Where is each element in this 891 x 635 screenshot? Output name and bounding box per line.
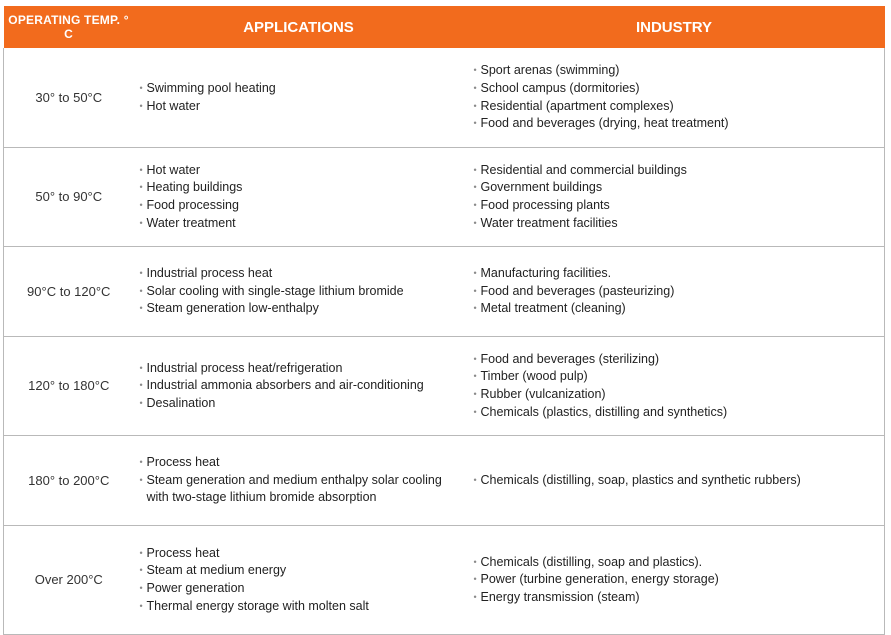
temp-cell: 50° to 90°C	[4, 148, 134, 247]
applications-cell	[134, 436, 464, 526]
table-row	[4, 337, 885, 436]
list-item: • Solar cooling with single-stage lithium bromide	[140, 283, 464, 301]
table-row	[4, 148, 885, 247]
header-applications: APPLICATIONS	[134, 6, 464, 48]
table-row	[4, 247, 885, 337]
list-item: • Food processing	[140, 197, 464, 215]
industry-list	[474, 472, 885, 490]
applications-list	[140, 360, 464, 413]
list-item: • Hot water	[140, 162, 464, 180]
temp-cell: 30° to 50°C	[4, 48, 134, 148]
list-item: • Sport arenas (swimming)	[474, 62, 885, 80]
industry-list	[474, 162, 885, 232]
temp-cell: 180° to 200°C	[4, 436, 134, 526]
list-item: • Water treatment facilities	[474, 215, 885, 233]
list-item: • School campus (dormitories)	[474, 80, 885, 98]
applications-cell	[134, 526, 464, 635]
applications-cell	[134, 247, 464, 337]
applications-cell	[134, 337, 464, 436]
list-item: • Steam at medium energy	[140, 562, 464, 580]
industry-cell	[464, 48, 885, 148]
industry-list	[474, 62, 885, 132]
list-item: • Process heat	[140, 454, 464, 472]
applications-cell	[134, 148, 464, 247]
industry-cell	[464, 148, 885, 247]
list-item: • Manufacturing facilities.	[474, 265, 885, 283]
list-item: • Power (turbine generation, energy storage)	[474, 571, 885, 589]
list-item: • Energy transmission (steam)	[474, 589, 885, 607]
list-item: • Rubber (vulcanization)	[474, 386, 885, 404]
applications-list	[140, 265, 464, 318]
industry-cell	[464, 436, 885, 526]
list-item: • Residential and commercial buildings	[474, 162, 885, 180]
list-item: • Food and beverages (pasteurizing)	[474, 283, 885, 301]
list-item: • Swimming pool heating	[140, 80, 464, 98]
table-header-row	[4, 6, 885, 48]
list-item: • Power generation	[140, 580, 464, 598]
list-item: • Chemicals (distilling, soap, plastics and synthetic rubbers)	[474, 472, 885, 490]
list-item: • Steam generation low-enthalpy	[140, 300, 464, 318]
applications-list	[140, 162, 464, 232]
temperature-applications-table-container	[3, 6, 885, 635]
list-item: • Heating buildings	[140, 179, 464, 197]
list-item: • Chemicals (distilling, soap and plastics).	[474, 554, 885, 572]
list-item: • Timber (wood pulp)	[474, 368, 885, 386]
industry-list	[474, 554, 885, 607]
list-item: • Government buildings	[474, 179, 885, 197]
industry-cell	[464, 526, 885, 635]
industry-list	[474, 265, 885, 318]
temperature-applications-table	[3, 6, 885, 635]
list-item: • Desalination	[140, 395, 464, 413]
list-item: • Industrial ammonia absorbers and air-conditioning	[140, 377, 464, 395]
list-item: • Industrial process heat/refrigeration	[140, 360, 464, 378]
list-item: • Steam generation and medium enthalpy solar cooling with two-stage lithium bromide absorption	[140, 472, 464, 507]
list-item: • Process heat	[140, 545, 464, 563]
industry-cell	[464, 337, 885, 436]
list-item: • Thermal energy storage with molten salt	[140, 598, 464, 616]
temp-cell: 120° to 180°C	[4, 337, 134, 436]
header-operating-temp: OPERATING TEMP. ° C	[4, 6, 134, 48]
list-item: • Hot water	[140, 98, 464, 116]
table-row	[4, 436, 885, 526]
list-item: • Residential (apartment complexes)	[474, 98, 885, 116]
table-row	[4, 526, 885, 635]
applications-list	[140, 454, 464, 507]
table-row	[4, 48, 885, 148]
industry-cell	[464, 247, 885, 337]
industry-list	[474, 351, 885, 421]
applications-list	[140, 80, 464, 115]
temp-cell: 90°C to 120°C	[4, 247, 134, 337]
list-item: • Industrial process heat	[140, 265, 464, 283]
list-item: • Metal treatment (cleaning)	[474, 300, 885, 318]
applications-list	[140, 545, 464, 615]
header-industry: INDUSTRY	[464, 6, 885, 48]
list-item: • Food processing plants	[474, 197, 885, 215]
list-item: • Chemicals (plastics, distilling and synthetics)	[474, 404, 885, 422]
list-item: • Water treatment	[140, 215, 464, 233]
applications-cell	[134, 48, 464, 148]
list-item: • Food and beverages (drying, heat treatment)	[474, 115, 885, 133]
list-item: • Food and beverages (sterilizing)	[474, 351, 885, 369]
temp-cell: Over 200°C	[4, 526, 134, 635]
